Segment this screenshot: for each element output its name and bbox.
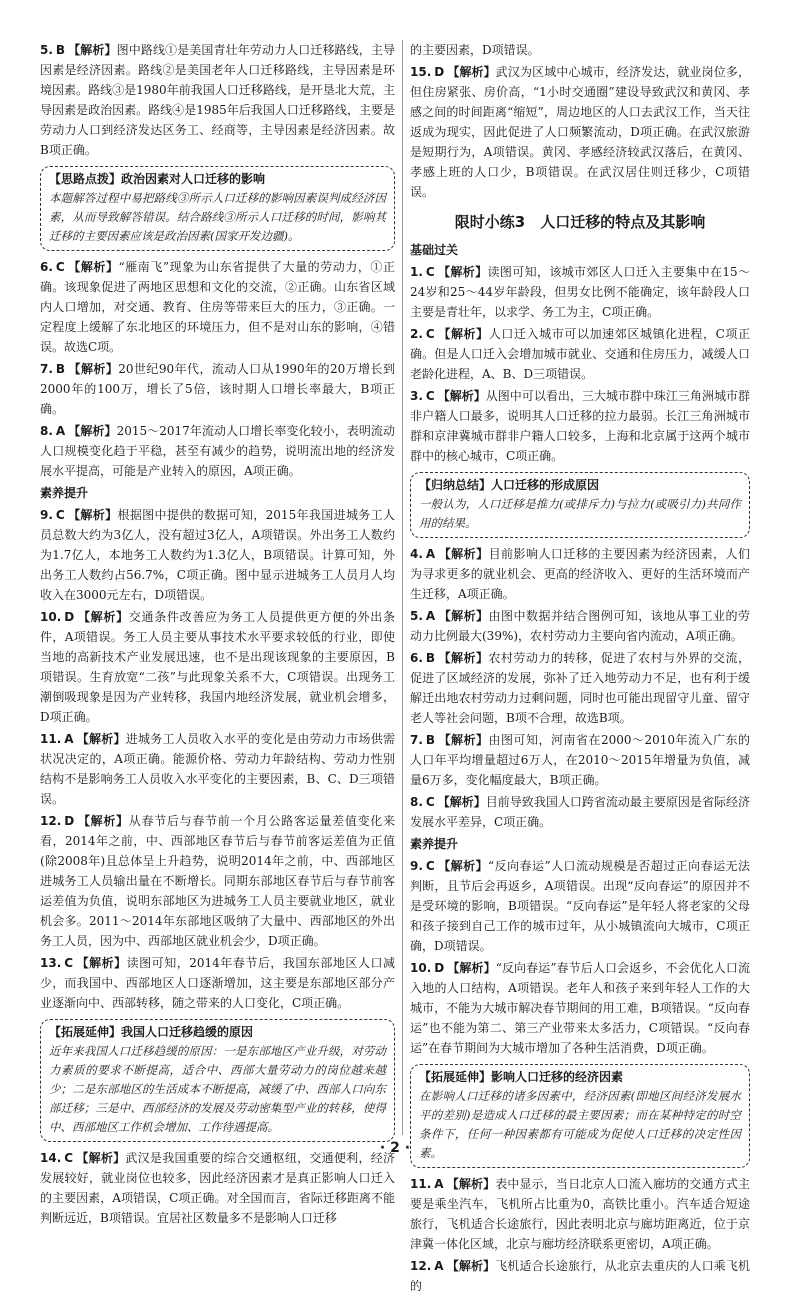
analysis-text: 武汉为区域中心城市，经济发达，就业岗位多，但住房紧张、房价高，“1小时交通圈”建设导致武汉和黄冈、孝感之间的时间距离“缩短”，周边地区的人口去武汉工作，当天往返成为现实，因此促进了人口频繁流动，D项正确。在武汉旅游是短期行为，A项错误。黄冈、孝感经济较武汉落后，在黄冈、孝感上班的人口少，B项错误。在武汉居住则迁移少，C项错误。 <box>410 65 750 199</box>
analysis-tag: 【解析】 <box>447 961 496 975</box>
answer-paragraph <box>40 421 395 481</box>
answer-letter: B <box>425 651 436 665</box>
question-number: 8. <box>40 424 53 438</box>
answer-letter: A <box>55 424 66 438</box>
answer-item <box>40 811 395 951</box>
question-number: 14. <box>40 1151 62 1165</box>
answer-letter: C <box>425 327 435 341</box>
answer-letter: B <box>55 362 66 376</box>
answer-item <box>40 953 395 1013</box>
analysis-text: 进城务工人员收入水平的变化是由劳动力市场供需状况决定的，A项正确。能源价格、劳动力年龄结构、劳动力性别结构不是影响务工人员收入水平变化的主要因素，B、C、D三项错误。 <box>40 732 395 806</box>
answer-paragraph <box>410 606 750 646</box>
answer-paragraph <box>410 262 750 322</box>
analysis-tag: 【解析】 <box>76 1151 126 1165</box>
answer-item <box>410 544 750 604</box>
answer-paragraph <box>40 359 395 419</box>
analysis-text: 表中显示，当日北京人口流入廊坊的交通方式主要是乘坐汽车，飞机所占比重为0，高铁比重小。汽车适合短途旅行，飞机适合长途旅行，因此表明北京与廊坊距离近，位于京津冀一体化区域，北京与廊坊经济联系更密切，A项正确。 <box>410 1177 750 1251</box>
question-number: 9. <box>40 508 53 522</box>
answer-paragraph <box>410 1256 750 1296</box>
tip-box <box>40 166 395 251</box>
question-number: 8. <box>410 795 423 809</box>
answer-paragraph <box>40 40 395 160</box>
analysis-text: 由图中数据并结合图例可知，该地从事工业的劳动力比例最大(39%)，农村劳动力主要向省内流动，A项正确。 <box>410 609 750 643</box>
analysis-tag: 【解析】 <box>438 547 489 561</box>
continued-text: 的主要因素，D项错误。 <box>410 43 540 57</box>
question-number: 11. <box>410 1177 432 1191</box>
answer-letter: A <box>434 1259 444 1273</box>
question-number: 9. <box>410 859 423 873</box>
question-number: 13. <box>40 956 62 970</box>
analysis-text: “雁南飞”现象为山东省提供了大量的劳动力，①正确。该现象促进了两地区思想和文化的交流，②正确。山东省区域内人口增加，对交通、教育、住房等带来巨大的压力，③正确。一定程度上缓解了东北地区的环境压力，但不是对山东的影响，④错误。故选C项。 <box>40 260 395 354</box>
question-number: 15. <box>410 65 432 79</box>
answer-item <box>410 958 750 1058</box>
answer-paragraph <box>410 856 750 956</box>
answer-letter: D <box>64 814 75 828</box>
answer-letter: C <box>55 508 65 522</box>
analysis-tag: 【解析】 <box>77 610 129 624</box>
answer-paragraph <box>40 257 395 357</box>
answer-paragraph <box>410 386 750 466</box>
answer-item <box>410 856 750 956</box>
answer-item <box>410 1174 750 1254</box>
question-number: 10. <box>410 961 432 975</box>
question-number: 10. <box>40 610 62 624</box>
practice-title: 限时小练3 人口迁移的特点及其影响 <box>454 213 706 231</box>
analysis-tag: 【解析】 <box>438 651 489 665</box>
left-column <box>40 40 395 1230</box>
analysis-tag: 【解析】 <box>437 265 488 279</box>
question-number: 4. <box>410 547 423 561</box>
answer-item <box>410 730 750 790</box>
answer-item <box>40 1148 395 1228</box>
analysis-text: 目前导致我国人口跨省流动最主要原因是省际经济发展水平差异，C项正确。 <box>410 795 750 829</box>
answer-item <box>40 729 395 809</box>
answer-item <box>40 359 395 419</box>
analysis-text: 根据图中提供的数据可知，2015年我国进城务工人员总数大约为3亿人，没有超过3亿人，A项错误。外出务工人数约为1.7亿人，本地务工人数约为1.3亿人，B项错误。计算可知，外出务工人数约占56.7%，C项正确。图中显示进城务工人员月人均收入在3000元左右，D项错误。 <box>40 508 395 602</box>
analysis-tag: 【解析】 <box>438 733 489 747</box>
question-number: 3. <box>410 389 423 403</box>
page-number: · 2 · <box>379 1140 411 1156</box>
answer-item <box>410 792 750 832</box>
answer-letter: A <box>64 732 74 746</box>
tip-box <box>410 472 750 538</box>
analysis-tag: 【解析】 <box>68 43 117 57</box>
answer-letter: D <box>434 65 445 79</box>
analysis-text: 从图中可以看出，三大城市群中珠江三角洲城市群非户籍人口最多，说明其人口迁移的拉力最弱。长江三角洲城市群和京津冀城市群非户籍人口较多，上海和北京属于这两个城市群中的核心城市，C项正确。 <box>410 389 750 463</box>
answer-paragraph <box>40 729 395 809</box>
answer-letter: A <box>434 1177 444 1191</box>
question-number: 12. <box>40 814 62 828</box>
tip-box-title: 【思路点拨】政治因素对人口迁移的影响 <box>49 172 266 186</box>
question-number: 1. <box>410 265 423 279</box>
answer-paragraph <box>410 62 750 202</box>
answer-item <box>410 648 750 728</box>
answer-paragraph <box>410 544 750 604</box>
answer-item <box>40 607 395 727</box>
answer-paragraph <box>410 792 750 832</box>
answer-paragraph <box>40 953 395 1013</box>
tip-box-title: 【拓展延伸】我国人口迁移趋缓的原因 <box>49 1025 254 1039</box>
answer-letter: A <box>425 609 436 623</box>
tip-box-title: 【拓展延伸】影响人口迁移的经济因素 <box>419 1070 624 1084</box>
answer-letter: C <box>425 265 435 279</box>
analysis-text: 目前影响人口迁移的主要因素为经济因素，人们为寻求更多的就业机会、更高的经济收入、更好的生活环境而产生迁移，A项正确。 <box>410 547 750 601</box>
answer-paragraph <box>410 1174 750 1254</box>
tip-box-title: 【归纳总结】人口迁移的形成原因 <box>419 478 600 492</box>
answer-paragraph <box>410 730 750 790</box>
section-heading: 素养提升 <box>40 486 89 500</box>
answer-item <box>40 421 395 481</box>
analysis-text: 飞机适合长途旅行，从北京去重庆的人口乘飞机的 <box>410 1259 750 1293</box>
answer-paragraph <box>40 607 395 727</box>
answer-item <box>40 40 395 160</box>
answer-letter: D <box>434 961 445 975</box>
answer-paragraph <box>40 811 395 951</box>
answer-item <box>40 505 395 605</box>
question-number: 11. <box>40 732 62 746</box>
analysis-tag: 【解析】 <box>67 508 118 522</box>
tip-box-body: 本题解答过程中易把路线③所示人口迁移的影响因素误判成经济因素，从而导致解答错误。结合路线③所示人口迁移的时间，影响其迁移的主要因素应该是政治因素(国家开发边疆)。 <box>49 191 386 243</box>
tip-box-body: 在影响人口迁移的诸多因素中，经济因素(即地区间经济发展水平的差别)是造成人口迁移的最主要因素；而在某种特定的时空条件下，任何一种因素都有可能成为促使人口迁移的决定性因素。 <box>419 1089 741 1160</box>
analysis-tag: 【解析】 <box>68 362 119 376</box>
answer-letter: D <box>64 610 75 624</box>
answer-paragraph <box>40 505 395 605</box>
analysis-text: 由图可知，河南省在2000～2010年流入广东的人口年平均增量超过6万人，在2010～2015年增量为负值，减量6万多，变化幅度最大，B项正确。 <box>410 733 750 787</box>
analysis-text: 2015～2017年流动人口增长率变化较小，表明流动人口规模变化趋于平稳，甚至有减少的趋势，说明流出地的经济发展水平提高，可能是产业转入的原因，A项正确。 <box>40 424 395 478</box>
analysis-text: 农村劳动力的转移，促进了农村与外界的交流，促进了区域经济的发展，弥补了迁入地劳动力不足，也有利于缓解迁出地农村劳动力过剩问题，同时也可能出现留守儿童、留守老人等社会问题，B项不合理，故选B项。 <box>410 651 750 725</box>
section-heading: 基础过关 <box>410 243 459 257</box>
analysis-tag: 【解析】 <box>446 1177 496 1191</box>
answer-letter: C <box>55 260 65 274</box>
answer-item <box>410 62 750 202</box>
tip-box <box>40 1019 395 1142</box>
answer-paragraph <box>410 324 750 384</box>
answer-item <box>410 262 750 322</box>
answer-paragraph <box>410 958 750 1058</box>
answer-item <box>410 324 750 384</box>
question-number: 6. <box>40 260 53 274</box>
answer-item <box>40 257 395 357</box>
answer-item <box>410 386 750 466</box>
analysis-text: 图中路线①是美国青壮年劳动力人口迁移路线，主导因素是经济因素。路线②是美国老年人口迁移路线，主导因素是环境因素。路线③是1980年前我国人口迁移路线，是开垦北大荒，主导因素是政治因素。路线④是1985年后我国人口迁移路线，主要是劳动力人口到经济发达区务工、经商等，主导因素是经济因素。故B项正确。 <box>40 43 395 157</box>
analysis-text: 交通条件改善应为务工人员提供更方便的外出条件，A项错误。务工人员主要从事技术水平要求较低的行业，即使当地的高新技术产业发展迅速，也不是出现该现象的主要原因，B项错误。生育放宽“二孩”与此现象关系不大，C项错误。出现务工潮倒吸现象是因为产业转移，我国内地经济发展，就业机会增多，D项正确。 <box>40 610 395 724</box>
analysis-tag: 【解析】 <box>437 859 489 873</box>
tip-box-body: 一般认为，人口迁移是推力(或排斥力)与拉力(或吸引力)共同作用的结果。 <box>419 497 741 530</box>
answer-paragraph <box>40 1148 395 1228</box>
answer-letter: A <box>425 547 436 561</box>
question-number: 12. <box>410 1259 432 1273</box>
analysis-tag: 【解析】 <box>76 956 127 970</box>
column-divider <box>402 40 403 1135</box>
question-number: 2. <box>410 327 423 341</box>
answer-letter: B <box>55 43 66 57</box>
question-number: 7. <box>40 362 53 376</box>
analysis-text: 武汉是我国重要的综合交通枢纽，交通便利，经济发展较好，就业岗位也较多，因此经济因素才是真正影响人口迁入的主要因素，A项错误，C项正确。对全国而言，省际迁移距离不能判断远近，B项错误。宜居社区数量多不是影响人口迁移 <box>40 1151 395 1225</box>
section-heading: 素养提升 <box>410 837 459 851</box>
analysis-tag: 【解析】 <box>68 424 117 438</box>
analysis-tag: 【解析】 <box>447 65 496 79</box>
analysis-tag: 【解析】 <box>76 732 126 746</box>
answer-item <box>410 606 750 646</box>
answer-letter: B <box>425 733 436 747</box>
analysis-text: 人口迁入城市可以加速郊区城镇化进程，C项正确。但是人口迁入会增加城市就业、交通和住房压力，减缓人口老龄化进程，A、B、D三项错误。 <box>410 327 750 381</box>
answer-letter: C <box>64 956 74 970</box>
analysis-tag: 【解析】 <box>438 609 489 623</box>
tip-box-body: 近年来我国人口迁移趋缓的原因：一是东部地区产业升级，对劳动力素质的要求不断提高，适合中、西部大量劳动力的岗位越来越少；二是东部地区的生活成本不断提高，减缓了中、西部人口向东部迁移；三是中、西部经济的发展及劳动密集型产业的转移，使得中、西部地区工作机会增加、工作待遇提高。 <box>49 1044 386 1134</box>
question-number: 7. <box>410 733 423 747</box>
answer-paragraph <box>410 648 750 728</box>
answer-letter: C <box>64 1151 74 1165</box>
question-number: 6. <box>410 651 423 665</box>
analysis-text: “反向春运”春节后人口会返乡，不会优化人口流入地的人口结构，A项错误。老年人和孩子来到年轻人工作的大城市，不能为大城市解决春节期间的用工难，B项错误。“反向春运”也不能为第二、第三产业带来太多活力，C项错误。“反向春运”在春节期间为大城市增加了各种生活消费，D项正确。 <box>410 961 750 1055</box>
analysis-tag: 【解析】 <box>77 814 129 828</box>
analysis-tag: 【解析】 <box>437 795 486 809</box>
analysis-text: “反向春运”人口流动规模是否超过正向春运无法判断，且节后会再返乡，A项错误。出现“反向春运”的原因并不是受环境的影响，B项错误。“反向春运”是年轻人将老家的父母和孩子接到自己工作的城市过年，从小城镇流向大城市，C项正确，D项错误。 <box>410 859 750 953</box>
analysis-text: 20世纪90年代，流动人口从1990年的20万增长到2000年的100万，增长了5倍，该时期人口增长率最大，B项正确。 <box>40 362 395 416</box>
analysis-text: 读图可知，该城市郊区人口迁入主要集中在15～24岁和25～44岁年龄段，但男女比例不能确定，该年龄段人口主要是青壮年，以求学、务工为主，C项正确。 <box>410 265 750 319</box>
answer-letter: C <box>425 389 435 403</box>
analysis-tag: 【解析】 <box>67 260 119 274</box>
right-column <box>410 40 750 1298</box>
answer-item <box>410 1256 750 1296</box>
analysis-tag: 【解析】 <box>437 389 486 403</box>
analysis-text: 读图可知，2014年春节后，我国东部地区人口减少，而我国中、西部地区人口逐渐增加，这主要是东部地区部分产业逐渐向中、西部转移，随之带来的人口变化，C项正确。 <box>40 956 395 1010</box>
question-number: 5. <box>40 43 53 57</box>
question-number: 5. <box>410 609 423 623</box>
answer-letter: C <box>425 859 435 873</box>
analysis-tag: 【解析】 <box>446 1259 496 1273</box>
answer-letter: C <box>425 795 435 809</box>
analysis-text: 从春节后与春节前一个月公路客运量差值变化来看，2014年之前，中、西部地区春节后与春节前客运差值为正值(除2008年)且总体呈上升趋势，说明2014年之前，中、西部地区进城务工人员输出量在不断增长。同期东部地区春节后与春节前客运差值为负值，说明东部地区为进城务工人员主要就业地区，就业机会多。2011～2014年东部地区吸纳了大量中、西部地区的外出务工人员，因为中、西部地区就业机会少，D项正确。 <box>40 814 395 948</box>
analysis-tag: 【解析】 <box>437 327 489 341</box>
